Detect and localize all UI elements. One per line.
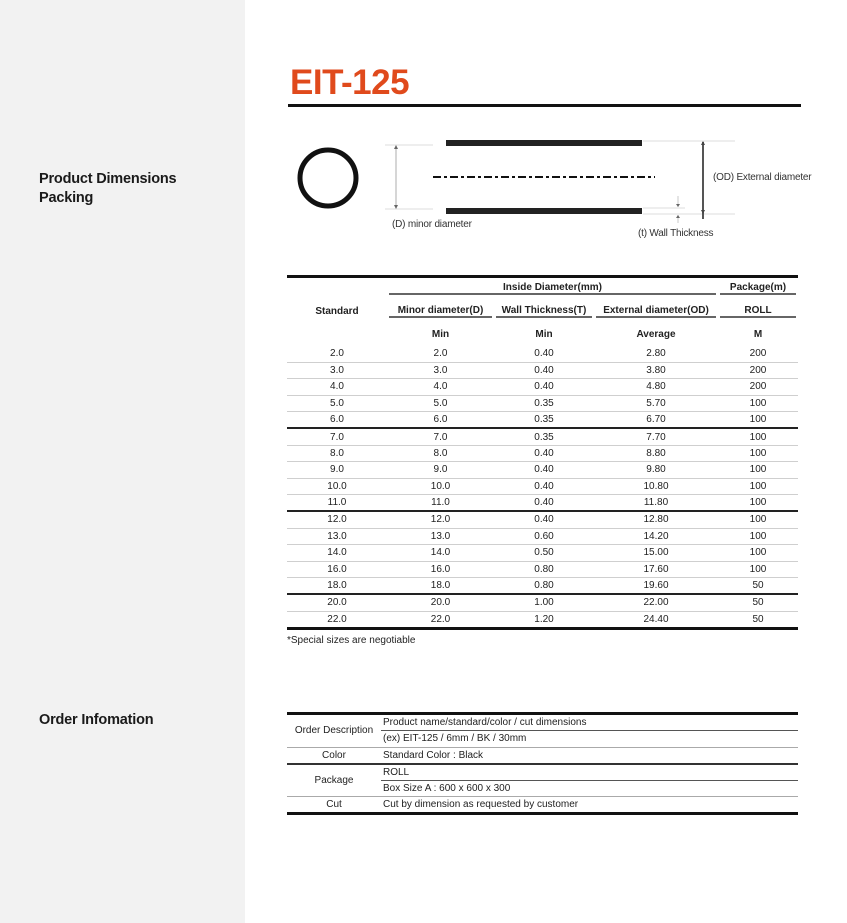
section-heading-product-dimensions: [39, 170, 176, 208]
cell-package: 200: [718, 379, 798, 396]
cell-wall-thickness: 0.35: [494, 395, 594, 412]
cell-minor-diameter: 18.0: [387, 578, 494, 595]
cell-package: 100: [718, 561, 798, 578]
cell-external-diameter: 12.80: [594, 511, 718, 528]
table-row: [287, 561, 798, 578]
table-row: [287, 379, 798, 396]
table-row: [287, 395, 798, 412]
cell-external-diameter: 6.70: [594, 412, 718, 429]
cell-minor-diameter: 16.0: [387, 561, 494, 578]
cell-minor-diameter: 13.0: [387, 528, 494, 545]
cell-external-diameter: 8.80: [594, 445, 718, 462]
tube-wall-bottom: [446, 208, 642, 214]
table-row: [287, 362, 798, 379]
header-external: [594, 300, 718, 323]
cell-package: 200: [718, 362, 798, 379]
header-min-2: Min: [535, 328, 553, 340]
table-row: [287, 528, 798, 545]
cell-package: 50: [718, 611, 798, 628]
cell-minor-diameter: 4.0: [387, 379, 494, 396]
cell-wall-thickness: 0.40: [494, 462, 594, 479]
header-minor-label: Minor diameter(D): [389, 305, 492, 318]
cell-minor-diameter: 10.0: [387, 478, 494, 495]
order-description-line1: Product name/standard/color / cut dimensions: [381, 714, 798, 731]
cell-package: 100: [718, 478, 798, 495]
header-inside-diameter: [387, 277, 718, 300]
table-row: [287, 611, 798, 628]
cell-standard: 16.0: [287, 561, 387, 578]
cell-minor-diameter: 11.0: [387, 495, 494, 512]
cell-package: 100: [718, 445, 798, 462]
cell-wall-thickness: 0.40: [494, 478, 594, 495]
cell-minor-diameter: 22.0: [387, 611, 494, 628]
cut-label: Cut: [326, 799, 342, 810]
cell-minor-diameter: 2.0: [387, 346, 494, 363]
cell-minor-diameter: 7.0: [387, 428, 494, 445]
dimension-diagram: [285, 130, 825, 245]
package-label: Package: [287, 764, 381, 797]
cell-external-diameter: 9.80: [594, 462, 718, 479]
cell-standard: 3.0: [287, 362, 387, 379]
cell-external-diameter: 11.80: [594, 495, 718, 512]
cell-wall-thickness: 0.40: [494, 379, 594, 396]
cell-wall-thickness: 0.60: [494, 528, 594, 545]
cell-standard: 6.0: [287, 412, 387, 429]
title-divider: [288, 104, 801, 107]
cell-standard: 7.0: [287, 428, 387, 445]
cell-standard: 10.0: [287, 478, 387, 495]
cell-external-diameter: 3.80: [594, 362, 718, 379]
specification-table: [287, 275, 798, 630]
cell-minor-diameter: 20.0: [387, 594, 494, 611]
header-min-1: Min: [431, 328, 450, 340]
cut-value: Cut by dimension as requested by customer: [383, 799, 579, 810]
cell-package: 100: [718, 428, 798, 445]
order-description-label: Order Description: [287, 714, 381, 748]
package-line1: ROLL: [381, 764, 798, 781]
cell-wall-thickness: 0.50: [494, 545, 594, 562]
wall-thickness-label: (t) Wall Thickness: [638, 228, 714, 239]
cell-standard: 4.0: [287, 379, 387, 396]
cell-standard: 22.0: [287, 611, 387, 628]
cell-package: 100: [718, 528, 798, 545]
table-row: [287, 428, 798, 445]
cell-minor-diameter: 6.0: [387, 412, 494, 429]
cell-wall-thickness: 0.40: [494, 495, 594, 512]
cell-wall-thickness: 1.00: [494, 594, 594, 611]
cell-standard: 9.0: [287, 462, 387, 479]
external-diameter-label: (OD) External diameter: [713, 172, 812, 183]
cell-wall-thickness: 0.35: [494, 428, 594, 445]
header-standard: Standard: [287, 277, 387, 346]
cell-package: 100: [718, 412, 798, 429]
cell-wall-thickness: 0.80: [494, 561, 594, 578]
header-external-label: External diameter(OD): [596, 305, 716, 318]
cell-external-diameter: 10.80: [594, 478, 718, 495]
table-row: [287, 511, 798, 528]
tube-cross-section-icon: [300, 150, 356, 206]
cell-external-diameter: 5.70: [594, 395, 718, 412]
cell-package: 100: [718, 395, 798, 412]
header-package: [718, 277, 798, 300]
table-row: [287, 346, 798, 363]
cell-standard: 5.0: [287, 395, 387, 412]
cell-external-diameter: 7.70: [594, 428, 718, 445]
table-row: [287, 462, 798, 479]
cell-package: 100: [718, 511, 798, 528]
cell-minor-diameter: 9.0: [387, 462, 494, 479]
table-row: [287, 545, 798, 562]
cell-external-diameter: 24.40: [594, 611, 718, 628]
cell-minor-diameter: 8.0: [387, 445, 494, 462]
cell-package: 50: [718, 594, 798, 611]
cell-wall-thickness: 0.80: [494, 578, 594, 595]
header-minor: [387, 300, 494, 323]
cell-wall-thickness: 0.35: [494, 412, 594, 429]
cell-package: 100: [718, 462, 798, 479]
cell-wall-thickness: 0.40: [494, 511, 594, 528]
cell-external-diameter: 22.00: [594, 594, 718, 611]
order-description-line2: (ex) EIT-125 / 6mm / BK / 30mm: [381, 731, 798, 748]
section-heading-order-information: Order Infomation: [39, 712, 154, 728]
cell-package: 100: [718, 545, 798, 562]
cell-package: 200: [718, 346, 798, 363]
tube-diagram-graphic: [285, 130, 825, 245]
header-average: Average: [636, 328, 676, 340]
specification-table-body: [287, 346, 798, 629]
header-m: M: [753, 328, 763, 340]
cell-external-diameter: 17.60: [594, 561, 718, 578]
cell-standard: 18.0: [287, 578, 387, 595]
minor-diameter-label: (D) minor diameter: [392, 219, 472, 230]
header-wall: [494, 300, 594, 323]
cell-external-diameter: 2.80: [594, 346, 718, 363]
cell-external-diameter: 14.20: [594, 528, 718, 545]
header-inside-diameter-label: Inside Diameter(mm): [389, 282, 716, 295]
cell-minor-diameter: 12.0: [387, 511, 494, 528]
cell-standard: 2.0: [287, 346, 387, 363]
table-row: [287, 445, 798, 462]
color-label: Color: [287, 747, 381, 764]
table-row: [287, 495, 798, 512]
cell-external-diameter: 4.80: [594, 379, 718, 396]
header-wall-label: Wall Thickness(T): [496, 305, 592, 318]
cell-standard: 11.0: [287, 495, 387, 512]
cell-wall-thickness: 1.20: [494, 611, 594, 628]
cell-package: 50: [718, 578, 798, 595]
cell-standard: 14.0: [287, 545, 387, 562]
cell-package: 100: [718, 495, 798, 512]
color-value: Standard Color : Black: [381, 747, 798, 764]
table-row: [287, 478, 798, 495]
sidebar: [0, 0, 245, 923]
order-information-table: [287, 712, 798, 815]
cell-standard: 8.0: [287, 445, 387, 462]
header-roll: [718, 300, 798, 323]
cell-standard: 20.0: [287, 594, 387, 611]
cell-minor-diameter: 3.0: [387, 362, 494, 379]
product-title: EIT-125: [290, 63, 410, 102]
table-row: [287, 578, 798, 595]
cell-wall-thickness: 0.40: [494, 346, 594, 363]
package-line2: Box Size A : 600 x 600 x 300: [381, 780, 798, 797]
tube-wall-top: [446, 140, 642, 146]
section-heading-line: Packing: [39, 190, 94, 206]
cell-standard: 12.0: [287, 511, 387, 528]
special-sizes-note: *Special sizes are negotiable: [287, 635, 416, 646]
header-package-label: Package(m): [720, 282, 796, 295]
table-row: [287, 412, 798, 429]
cell-minor-diameter: 14.0: [387, 545, 494, 562]
cell-wall-thickness: 0.40: [494, 362, 594, 379]
cell-external-diameter: 15.00: [594, 545, 718, 562]
cell-standard: 13.0: [287, 528, 387, 545]
header-roll-label: ROLL: [720, 305, 796, 318]
cell-external-diameter: 19.60: [594, 578, 718, 595]
cell-minor-diameter: 5.0: [387, 395, 494, 412]
section-heading-line: Product Dimensions: [39, 171, 177, 187]
table-row: [287, 594, 798, 611]
cell-wall-thickness: 0.40: [494, 445, 594, 462]
